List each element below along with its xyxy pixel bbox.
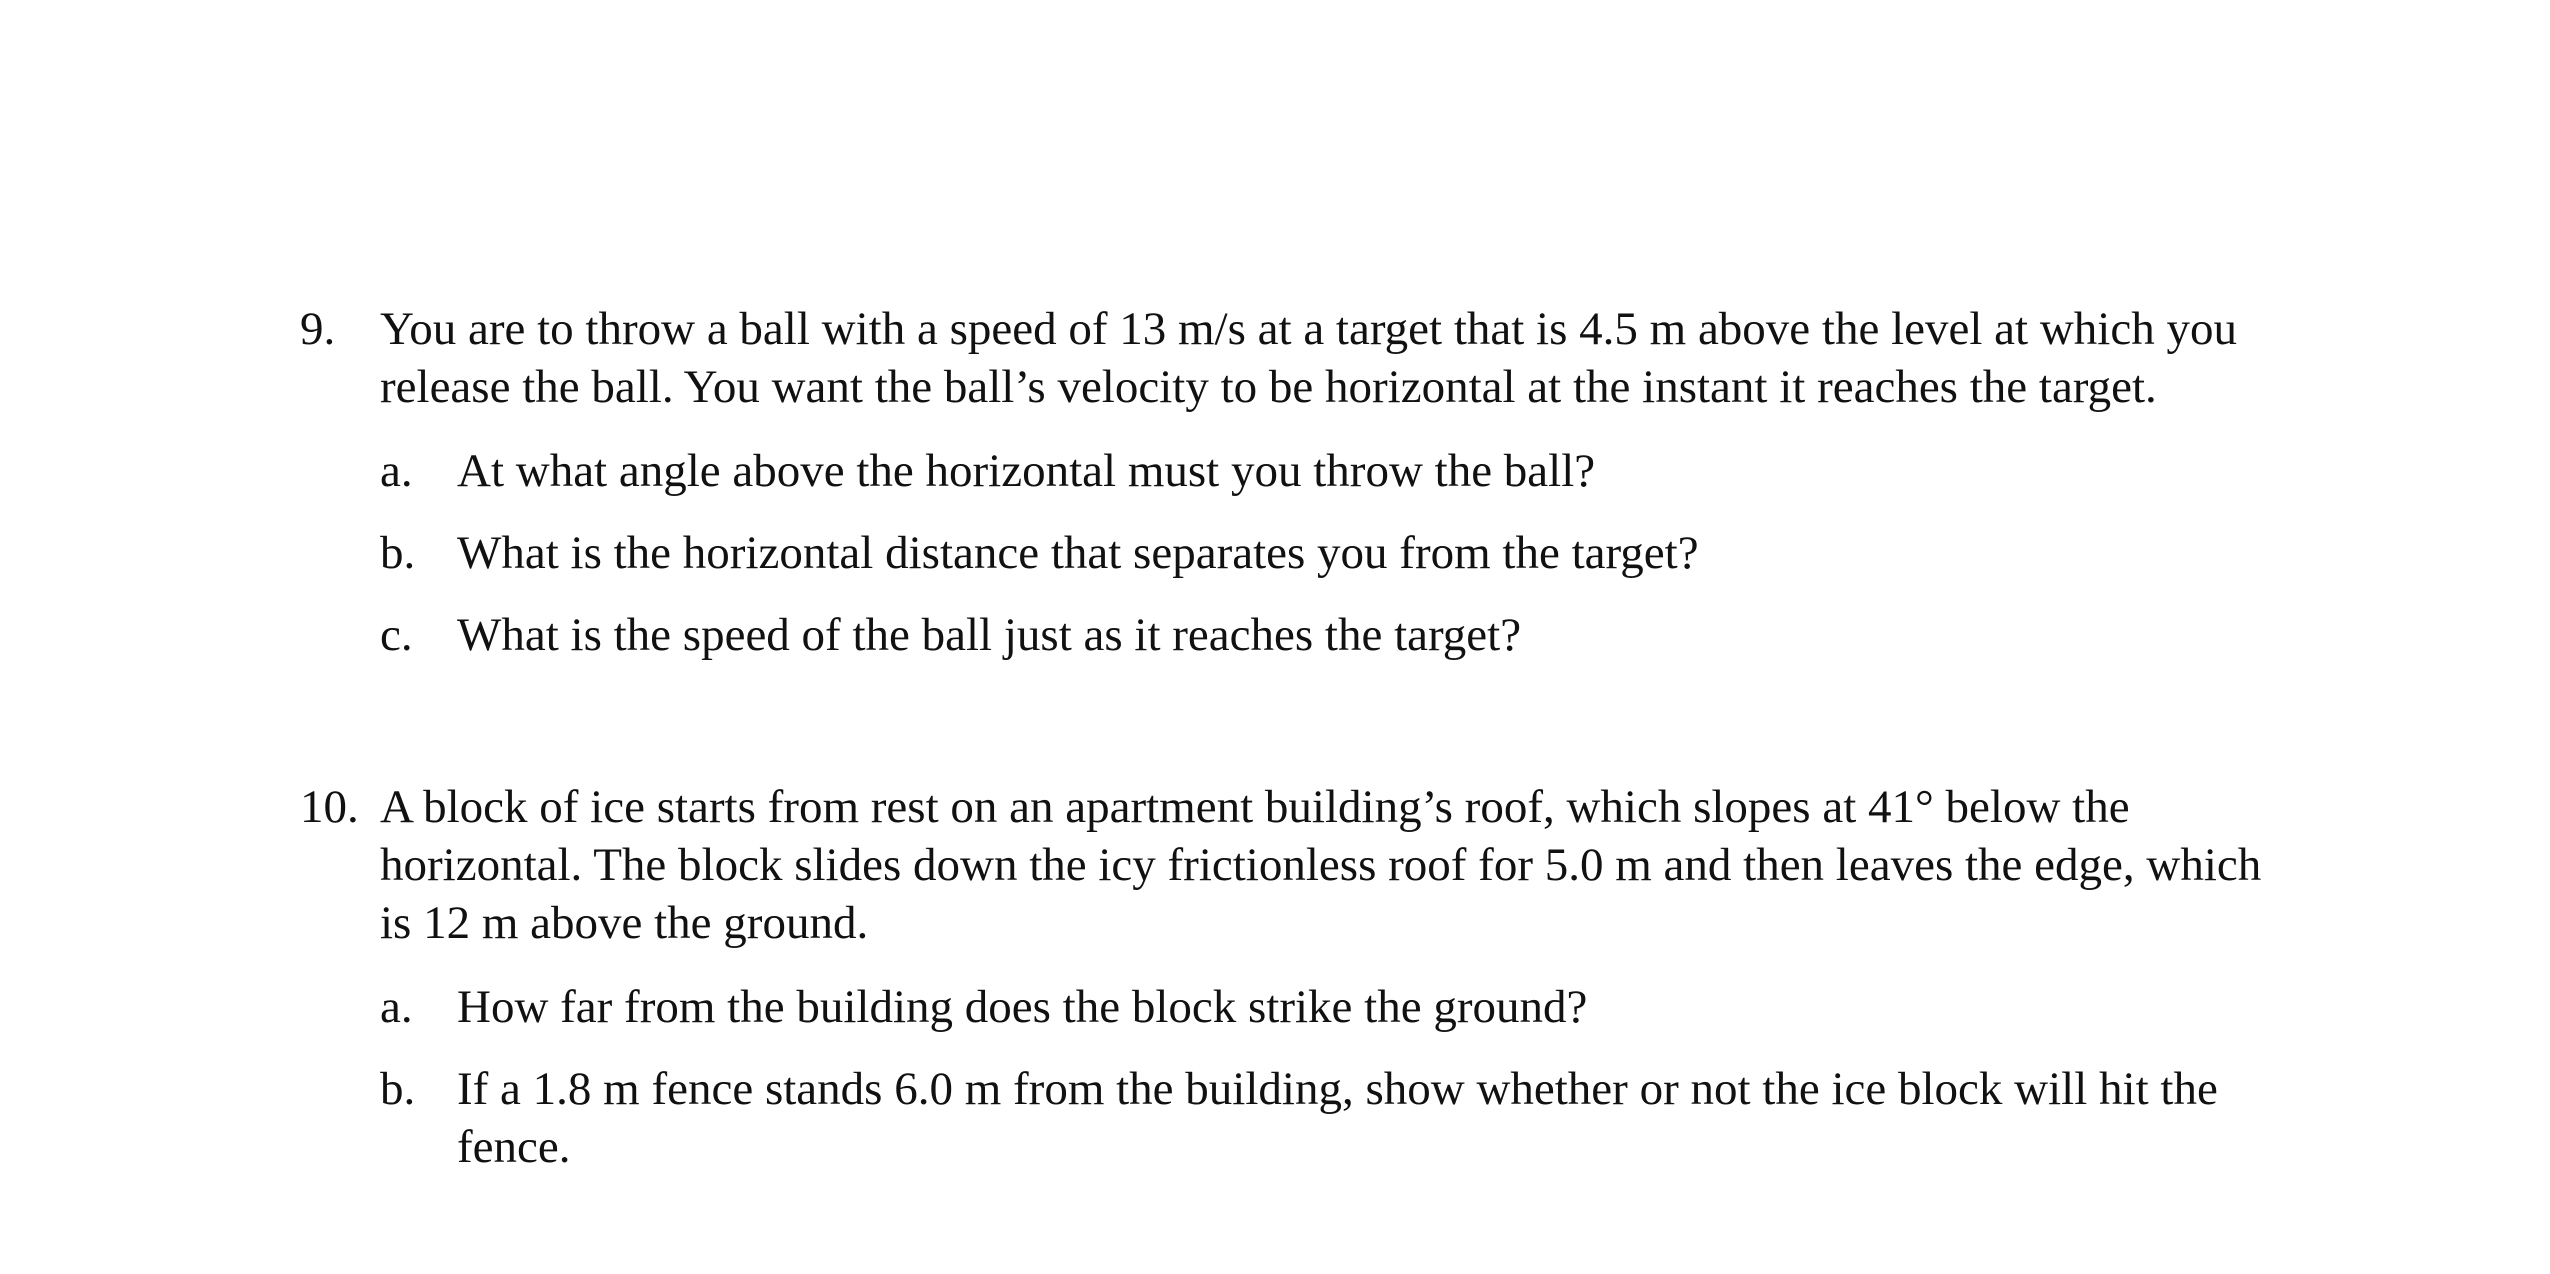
sub-question-letter: a.: [380, 981, 413, 1033]
problem-number: 9.: [300, 303, 336, 355]
sub-question-a: [380, 978, 2280, 1036]
sub-question-list: [300, 442, 2280, 664]
sub-question-text: At what angle above the horizontal must you throw the ball?: [457, 445, 1596, 497]
sub-question-b: [380, 1060, 2280, 1176]
problem-statement: [300, 778, 2280, 952]
sub-question-list: [300, 978, 2280, 1176]
sub-question-c: [380, 606, 2280, 664]
problem-9: [300, 300, 2280, 664]
sub-question-text: What is the speed of the ball just as it reaches the target?: [457, 609, 1522, 661]
problem-text: A block of ice starts from rest on an apartment building’s roof, which slopes at 41° below the horizontal. The block slides down the icy frictionless roof for 5.0 m and then leaves the edge, which is 12 m above the ground.: [380, 781, 2262, 949]
sub-question-text: How far from the building does the block strike the ground?: [457, 981, 1588, 1033]
sub-question-a: [380, 442, 2280, 500]
problem-statement: [300, 300, 2280, 416]
problem-10: [300, 778, 2280, 1176]
sub-question-letter: b.: [380, 527, 416, 579]
sub-question-letter: b.: [380, 1063, 416, 1115]
sub-question-letter: a.: [380, 445, 413, 497]
problem-text: You are to throw a ball with a speed of 13 m/s at a target that is 4.5 m above the level at which you release the ball. You want the ball’s velocity to be horizontal at the instant it reaches the target.: [380, 303, 2237, 413]
problem-number: 10.: [300, 781, 359, 833]
sub-question-text: If a 1.8 m fence stands 6.0 m from the building, show whether or not the ice block will hit the fence.: [457, 1063, 2218, 1173]
sub-question-b: [380, 524, 2280, 582]
sub-question-letter: c.: [380, 609, 413, 661]
sub-question-text: What is the horizontal distance that separates you from the target?: [457, 527, 1699, 579]
